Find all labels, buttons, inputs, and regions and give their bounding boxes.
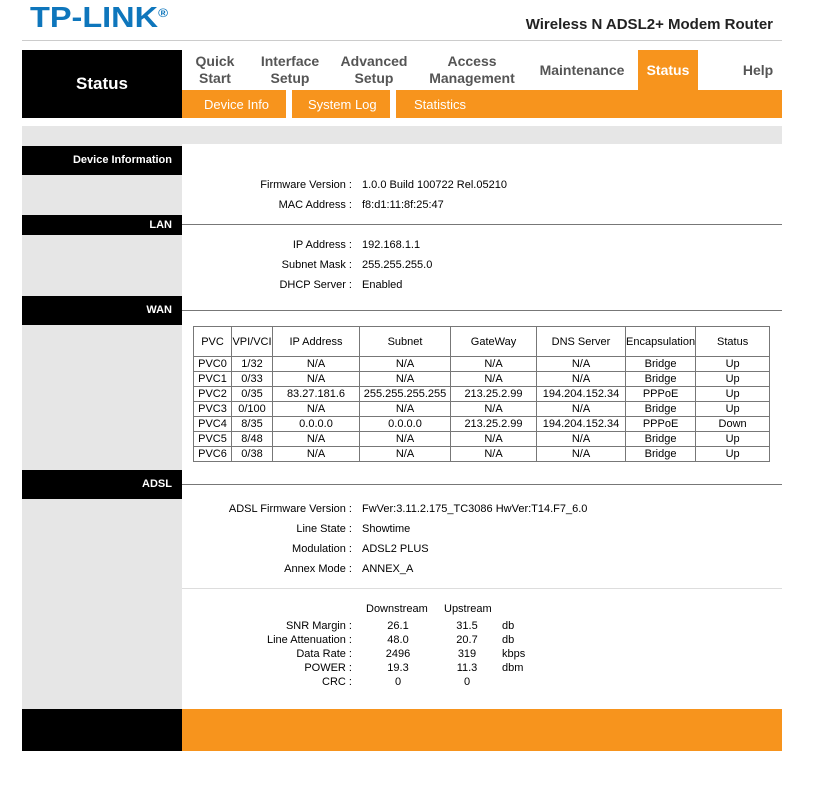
wan-pvc-table [193, 326, 770, 462]
column-header: GateWay [451, 327, 537, 357]
section-heading-wan: WAN [22, 296, 182, 325]
snr-margin-unit: db [502, 620, 515, 632]
nav-label-line1: Quick [195, 53, 235, 69]
crc-downstream: 0 [394, 676, 402, 688]
table-cell: PVC0 [194, 357, 232, 372]
table-cell: N/A [537, 402, 626, 417]
table-cell: 8/48 [232, 432, 273, 447]
table-cell: 0.0.0.0 [273, 417, 360, 432]
nav-status[interactable] [638, 50, 698, 90]
footer-left [22, 709, 182, 751]
power-downstream: 19.3 [387, 662, 409, 674]
table-cell: 0/33 [232, 372, 273, 387]
table-cell: N/A [273, 402, 360, 417]
modulation-value: ADSL2 PLUS [362, 543, 429, 555]
column-header: Status [696, 327, 770, 357]
section-heading-adsl: ADSL [22, 470, 182, 499]
spacer-band [22, 126, 782, 144]
table-cell: Up [696, 447, 770, 462]
nav-label-line1: Interface [260, 53, 320, 69]
table-cell: 0/100 [232, 402, 273, 417]
footer-bar [182, 709, 782, 751]
table-cell: N/A [451, 357, 537, 372]
table-cell: 194.204.152.34 [537, 387, 626, 402]
table-cell: PPPoE [626, 417, 696, 432]
table-cell: Up [696, 372, 770, 387]
table-cell: PVC1 [194, 372, 232, 387]
nav-label-line2: Setup [354, 70, 394, 86]
logo-registered-mark: ® [158, 6, 169, 20]
nav-label-line2: Start [199, 70, 231, 86]
table-cell: N/A [451, 447, 537, 462]
line-attenuation-upstream: 20.7 [456, 634, 478, 646]
nav-label-line1: Advanced [340, 53, 408, 69]
nav-maintenance[interactable] [534, 50, 630, 90]
data-rate-downstream: 2496 [385, 648, 411, 660]
downstream-header: Downstream [366, 603, 428, 615]
table-cell: Up [696, 357, 770, 372]
lan-subnet-value: 255.255.255.0 [362, 259, 433, 271]
table-cell: PPPoE [626, 387, 696, 402]
table-cell: N/A [273, 357, 360, 372]
column-header: DNS Server [537, 327, 626, 357]
dhcp-server-value: Enabled [362, 279, 403, 291]
stats-divider [182, 588, 782, 589]
table-cell: N/A [451, 372, 537, 387]
table-row [194, 357, 770, 372]
field-label: ADSL Firmware Version : [228, 503, 352, 515]
field-label: DHCP Server : [279, 279, 352, 291]
table-cell: PVC6 [194, 447, 232, 462]
table-cell: Up [696, 432, 770, 447]
table-cell: 0/35 [232, 387, 273, 402]
table-cell: 213.25.2.99 [451, 387, 537, 402]
table-cell: 0.0.0.0 [360, 417, 451, 432]
subnav-system-log[interactable]: System Log [308, 96, 377, 112]
column-header: IP Address [273, 327, 360, 357]
section-divider [182, 484, 782, 485]
nav-label-line1: Access [447, 53, 497, 69]
page-title: Status [22, 50, 182, 118]
table-cell: N/A [537, 372, 626, 387]
lan-ip-value: 192.168.1.1 [362, 239, 421, 251]
table-cell: N/A [273, 447, 360, 462]
table-cell: N/A [537, 447, 626, 462]
nav-label-line2: Management [429, 70, 515, 86]
section-divider [182, 224, 782, 225]
power-upstream: 11.3 [456, 662, 478, 674]
column-header: PVC [194, 327, 232, 357]
snr-margin-upstream: 31.5 [456, 620, 478, 632]
line-attenuation-downstream: 48.0 [387, 634, 409, 646]
table-cell: N/A [537, 357, 626, 372]
sub-nav [182, 90, 782, 118]
column-header: VPI/VCI [232, 327, 273, 357]
tp-link-logo [30, 2, 168, 35]
table-cell: N/A [360, 432, 451, 447]
table-row [194, 372, 770, 387]
nav-quick-start[interactable] [182, 50, 248, 90]
section-heading-lan: LAN [22, 215, 182, 235]
mac-address-value: f8:d1:11:8f:25:47 [362, 199, 444, 211]
data-rate-upstream: 319 [457, 648, 477, 660]
table-cell: Up [696, 387, 770, 402]
table-cell: 8/35 [232, 417, 273, 432]
table-cell: N/A [451, 432, 537, 447]
table-cell: N/A [273, 432, 360, 447]
nav-label: Maintenance [539, 61, 625, 78]
model-name: Wireless N ADSL2+ Modem Router [525, 16, 773, 33]
table-cell: PVC4 [194, 417, 232, 432]
nav-advanced-setup[interactable] [334, 50, 414, 90]
annex-mode-value: ANNEX_A [362, 563, 414, 575]
crc-label: CRC : [322, 676, 352, 688]
snr-margin-label: SNR Margin : [285, 620, 352, 632]
table-cell: PVC5 [194, 432, 232, 447]
upstream-header: Upstream [444, 603, 492, 615]
table-cell: Bridge [626, 447, 696, 462]
field-label: Modulation : [292, 543, 352, 555]
table-cell: 255.255.255.255 [360, 387, 451, 402]
subnav-separator [286, 90, 292, 118]
section-divider [182, 310, 782, 311]
column-header: Encapsulation [626, 327, 696, 357]
table-row [194, 402, 770, 417]
table-row [194, 417, 770, 432]
data-rate-label: Data Rate : [296, 648, 352, 660]
line-attenuation-unit: db [502, 634, 515, 646]
table-cell: N/A [360, 402, 451, 417]
table-cell: Bridge [626, 357, 696, 372]
field-label: Annex Mode : [284, 563, 352, 575]
table-cell: N/A [360, 447, 451, 462]
table-cell: PVC2 [194, 387, 232, 402]
nav-label: Help [742, 61, 774, 78]
table-cell: N/A [451, 402, 537, 417]
line-state-value: Showtime [362, 523, 411, 535]
power-unit: dbm [502, 662, 524, 674]
table-cell: 1/32 [232, 357, 273, 372]
section-heading-device-info: Device Information [22, 146, 182, 175]
table-header-row [194, 327, 770, 357]
table-cell: PVC3 [194, 402, 232, 417]
table-row [194, 387, 770, 402]
table-cell: Up [696, 402, 770, 417]
header-divider [22, 40, 782, 41]
field-label: Subnet Mask : [281, 259, 352, 271]
table-cell: Bridge [626, 402, 696, 417]
table-cell: Down [696, 417, 770, 432]
field-label: IP Address : [292, 239, 352, 251]
field-label: Line State : [296, 523, 352, 535]
table-cell: 83.27.181.6 [273, 387, 360, 402]
main-nav [182, 50, 782, 90]
table-cell: N/A [273, 372, 360, 387]
subnav-separator [390, 90, 396, 118]
table-row [194, 432, 770, 447]
subnav-statistics[interactable]: Statistics [414, 96, 467, 112]
table-cell: 213.25.2.99 [451, 417, 537, 432]
table-cell: 0/38 [232, 447, 273, 462]
nav-label: Status [646, 61, 690, 78]
nav-access-management[interactable] [426, 50, 518, 90]
subnav-device-info[interactable]: Device Info [204, 96, 270, 112]
data-rate-unit: kbps [502, 648, 526, 660]
nav-label-line2: Setup [270, 70, 310, 86]
power-label: POWER : [304, 662, 352, 674]
table-cell: N/A [360, 357, 451, 372]
table-cell: Bridge [626, 432, 696, 447]
table-row [194, 447, 770, 462]
line-attenuation-label: Line Attenuation : [266, 634, 352, 646]
nav-help[interactable] [734, 50, 782, 90]
firmware-version-value: 1.0.0 Build 100722 Rel.05210 [362, 179, 507, 191]
snr-margin-downstream: 26.1 [387, 620, 409, 632]
table-cell: 194.204.152.34 [537, 417, 626, 432]
table-cell: Bridge [626, 372, 696, 387]
table-cell: N/A [360, 372, 451, 387]
column-header: Subnet [360, 327, 451, 357]
logo-text: TP-LINK [30, 2, 159, 34]
crc-upstream: 0 [463, 676, 471, 688]
field-label: Firmware Version : [260, 179, 352, 191]
adsl-firmware-value: FwVer:3.11.2.175_TC3086 HwVer:T14.F7_6.0 [362, 503, 588, 515]
field-label: MAC Address : [278, 199, 352, 211]
table-cell: N/A [537, 432, 626, 447]
nav-interface-setup[interactable] [254, 50, 326, 90]
